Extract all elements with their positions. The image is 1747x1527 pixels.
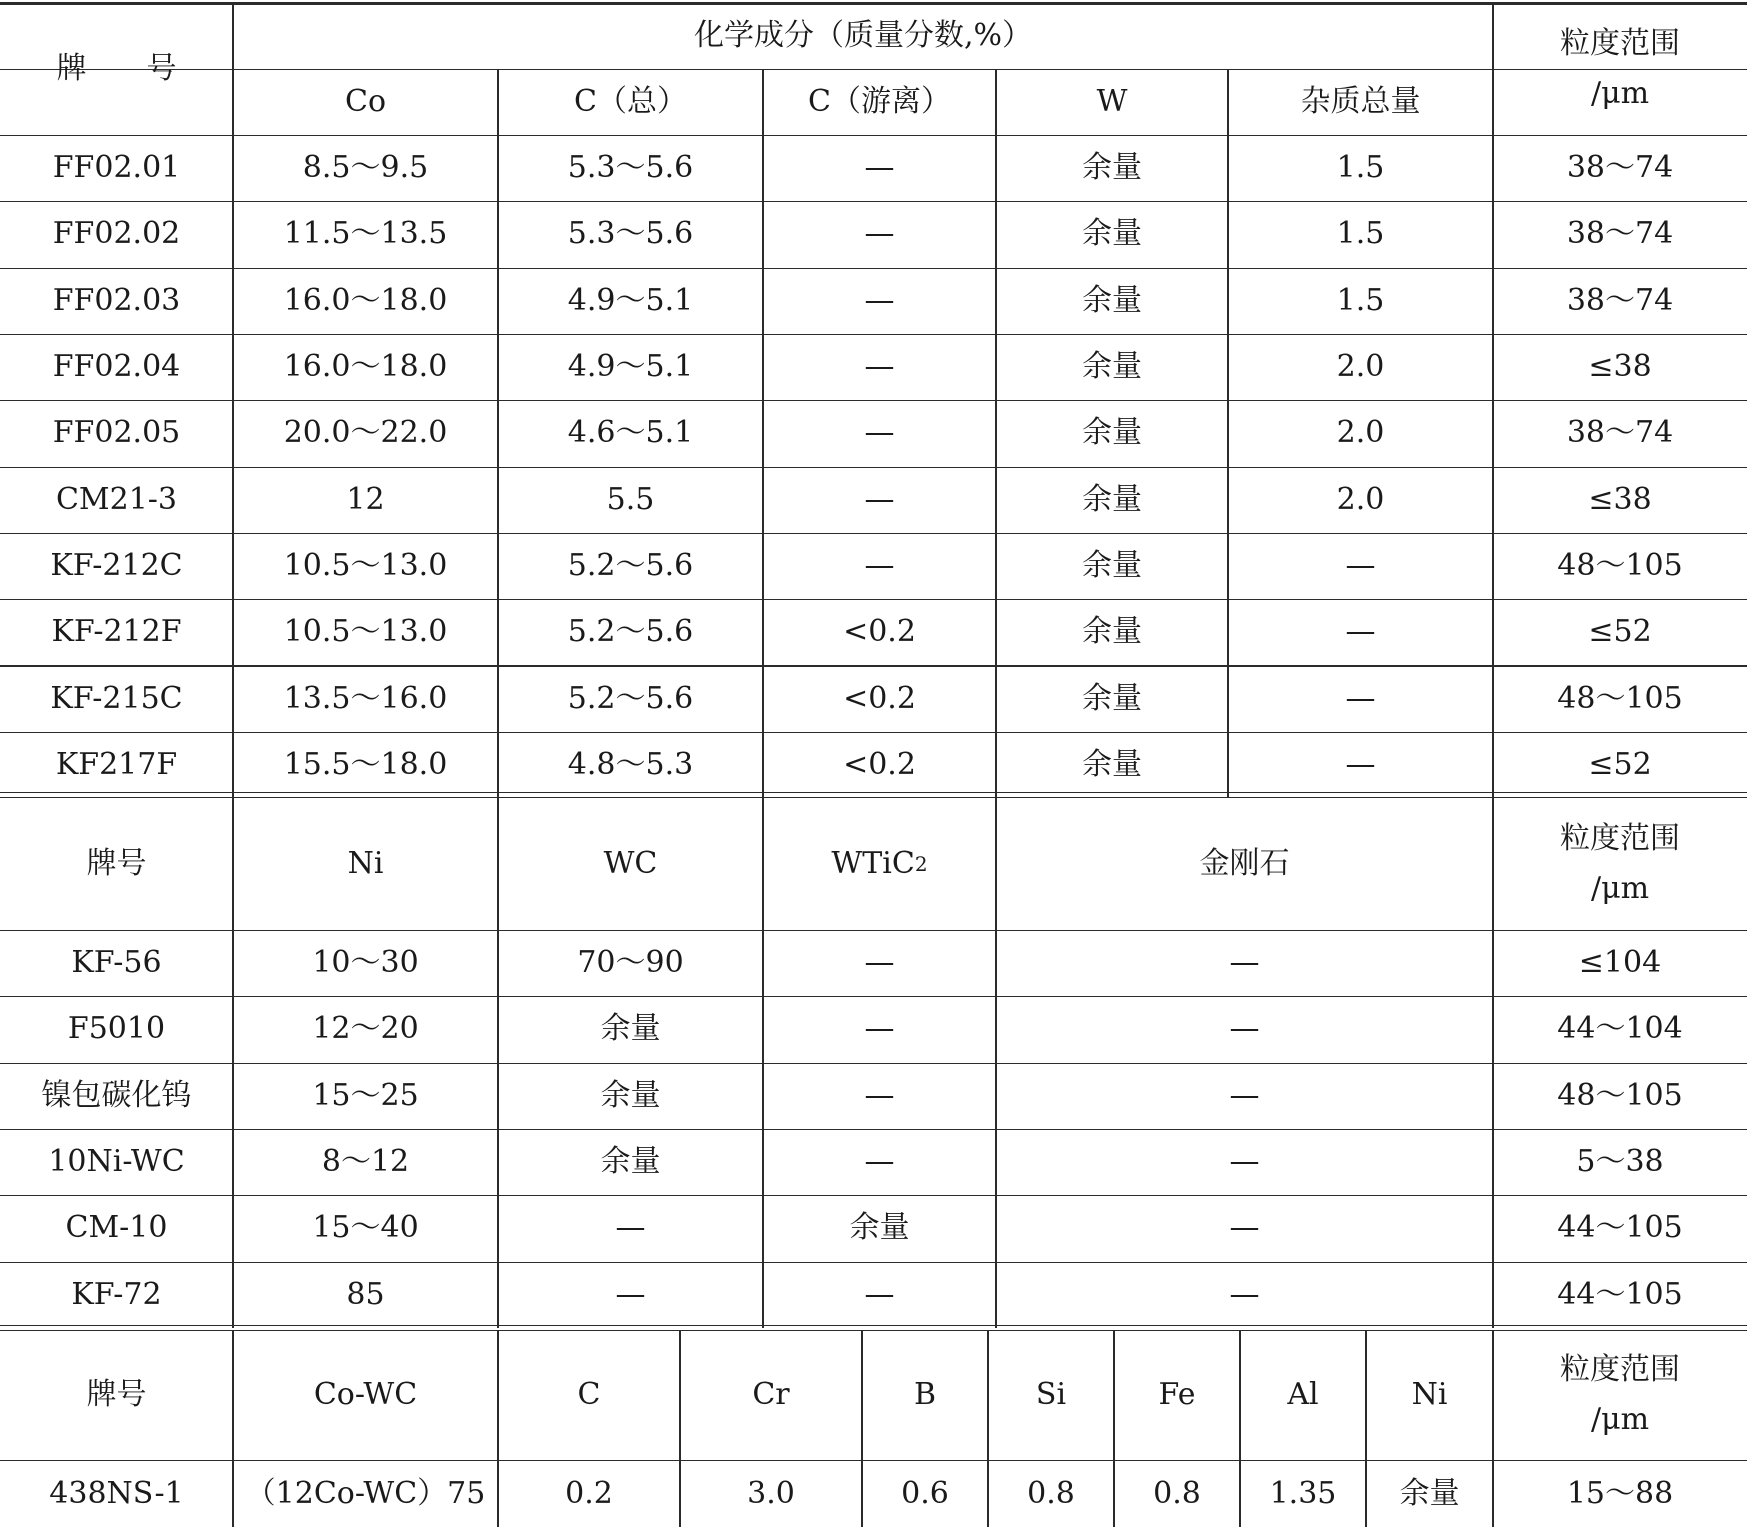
column-header: B (913, 1377, 937, 1412)
table-cell: 4.9～5.1 (567, 282, 694, 318)
table-cell: ≤52 (1588, 746, 1652, 782)
column-header: W (1096, 84, 1128, 119)
table-cell: 2.0 (1336, 415, 1385, 451)
table-cell: 15.5～18.0 (283, 746, 448, 782)
table-cell: 1.35 (1269, 1475, 1337, 1511)
table-cell: — (1229, 1077, 1260, 1113)
table-cell: 0.2 (565, 1475, 613, 1511)
table-cell: 余量 (1082, 614, 1142, 650)
table-cell: 余量 (600, 1077, 661, 1113)
table-cell: ≤104 (1578, 945, 1662, 981)
table-cell: 0.8 (1153, 1475, 1201, 1511)
table-cell: 44～104 (1557, 1011, 1683, 1047)
table-cell: 1.5 (1336, 282, 1385, 318)
table-cell: 1.5 (1336, 150, 1385, 186)
table-cell: 余量 (1082, 216, 1142, 252)
table-cell: 余量 (1082, 481, 1142, 517)
table-cell: （12Co-WC）75 (245, 1475, 486, 1511)
brand-header: 牌 号 (56, 51, 177, 86)
table-cell: 5.3～5.6 (567, 216, 694, 252)
table-cell: 16.0～18.0 (283, 349, 448, 385)
table-cell: — (1229, 1144, 1260, 1180)
row-brand: FF02.01 (52, 150, 181, 186)
table-cell: 余量 (1082, 282, 1142, 318)
table-cell: 10.5～13.0 (283, 614, 448, 650)
table-cell: — (864, 216, 895, 252)
column-header: Fe (1158, 1377, 1196, 1412)
row-brand: 438NS-1 (49, 1475, 184, 1511)
row-brand: FF02.02 (52, 216, 181, 252)
table-cell: <0.2 (843, 614, 916, 650)
column-header: C（总） (574, 84, 687, 119)
table-cell: 3.0 (747, 1475, 795, 1511)
size-range-header-line: /μm (1590, 870, 1650, 906)
table-cell: — (615, 1210, 646, 1246)
wtic2-main: WTiC (831, 845, 915, 881)
row-brand: KF-72 (71, 1276, 162, 1312)
table-cell: 余量 (1082, 349, 1142, 385)
table-cell: — (864, 481, 895, 517)
table-cell: 0.8 (1027, 1475, 1075, 1511)
column-header: WC (603, 845, 658, 881)
row-brand: 镍包碳化钨 (41, 1077, 192, 1113)
table-cell: 15～88 (1566, 1475, 1674, 1511)
column-header: Ni (1411, 1377, 1448, 1412)
table-cell: 38～74 (1566, 415, 1674, 451)
table-cell: 余量 (1082, 746, 1142, 782)
table-cell: 20.0～22.0 (283, 415, 448, 451)
table-cell: — (615, 1276, 646, 1312)
table-cell: 5～38 (1576, 1144, 1664, 1180)
row-brand: KF-212C (50, 547, 183, 583)
table-cell: 0.6 (901, 1475, 949, 1511)
table-cell: — (1345, 547, 1376, 583)
table-cell: — (864, 1144, 895, 1180)
table-cell: 44～105 (1557, 1210, 1683, 1246)
column-header: 杂质总量 (1300, 84, 1421, 119)
size-range-header (1493, 797, 1747, 930)
table-cell: — (864, 415, 895, 451)
table-cell: 8～12 (321, 1144, 410, 1180)
table-cell: 48～105 (1557, 547, 1683, 583)
column-header: C（游离） (808, 84, 951, 119)
table-cell: 2.0 (1336, 349, 1385, 385)
table-cell: — (1229, 1276, 1260, 1312)
table-cell: 10～30 (312, 945, 419, 981)
table-cell: 5.2～5.6 (567, 547, 694, 583)
size-range-header-line: /μm (1590, 1402, 1650, 1437)
table-cell: 38～74 (1566, 282, 1674, 318)
column-header: Cr (752, 1377, 790, 1412)
table-cell: — (864, 1276, 895, 1312)
table-cell: 5.2～5.6 (567, 614, 694, 650)
table-cell: 余量 (1399, 1475, 1460, 1511)
table-cell: 余量 (1082, 680, 1142, 716)
table-cell: 1.5 (1336, 216, 1385, 252)
table-cell: 余量 (849, 1210, 910, 1246)
column-header: Si (1035, 1377, 1067, 1412)
table-cell: — (864, 547, 895, 583)
diamond-header: 金刚石 (1199, 845, 1290, 881)
table-cell: 余量 (1082, 415, 1142, 451)
table-cell: 余量 (600, 1144, 661, 1180)
row-brand: FF02.03 (52, 282, 181, 318)
size-range-header-line: /μm (1590, 76, 1650, 111)
wtic2-subscript: 2 (914, 851, 928, 876)
table-cell: 48～105 (1557, 1077, 1683, 1113)
table-cell: 15～25 (312, 1077, 419, 1113)
table-cell: <0.2 (843, 746, 916, 782)
row-brand: CM21-3 (55, 481, 178, 517)
wtic2-header (763, 797, 996, 930)
column-header: Co-WC (313, 1377, 418, 1412)
table-cell: 10.5～13.0 (283, 547, 448, 583)
row-brand: F5010 (67, 1011, 166, 1047)
table-cell: — (1345, 680, 1376, 716)
table-cell: ≤52 (1588, 614, 1652, 650)
table-cell: 38～74 (1566, 216, 1674, 252)
rule-line (0, 792, 1747, 793)
size-range-header-line: 粒度范围 (1560, 820, 1680, 856)
table-cell: 5.5 (606, 481, 655, 517)
table-cell: 余量 (600, 1011, 661, 1047)
table-cell: 13.5～16.0 (283, 680, 448, 716)
table-cell: 38～74 (1566, 150, 1674, 186)
row-brand: KF-212F (51, 614, 182, 650)
size-range-header-line: 粒度范围 (1560, 26, 1680, 61)
table-cell: 44～105 (1557, 1276, 1683, 1312)
table-cell: — (1229, 1210, 1260, 1246)
row-brand: KF-215C (50, 680, 183, 716)
table-cell: — (864, 150, 895, 186)
table-cell: — (864, 945, 895, 981)
table-cell: — (864, 1011, 895, 1047)
table-cell: 余量 (1082, 150, 1142, 186)
table-cell: 85 (346, 1276, 385, 1312)
table-cell: — (1229, 1011, 1260, 1047)
size-range-header (1493, 1330, 1747, 1460)
column-header: Co (344, 84, 386, 119)
table-cell: 余量 (1082, 547, 1142, 583)
table-cell: 4.9～5.1 (567, 349, 694, 385)
table-cell: — (1345, 746, 1376, 782)
table-cell: 12 (346, 481, 385, 517)
row-brand: CM-10 (65, 1210, 168, 1246)
table-cell: — (864, 282, 895, 318)
table-cell: — (864, 349, 895, 385)
composition-header: 化学成分（质量分数,%） (693, 18, 1033, 53)
table-cell: 5.2～5.6 (567, 680, 694, 716)
table-cell: 11.5～13.5 (283, 216, 448, 252)
row-brand: FF02.05 (52, 415, 181, 451)
column-header: Ni (347, 845, 384, 881)
row-brand: 10Ni-WC (48, 1144, 185, 1180)
table-cell: 48～105 (1557, 680, 1683, 716)
table-cell: <0.2 (843, 680, 916, 716)
row-brand: KF217F (55, 746, 178, 782)
table-cell: 8.5～9.5 (302, 150, 429, 186)
row-brand: FF02.04 (52, 349, 181, 385)
table-cell: 70～90 (577, 945, 684, 981)
table-cell: 16.0～18.0 (283, 282, 448, 318)
rule-line (0, 1325, 1747, 1326)
table-cell: 12～20 (312, 1011, 419, 1047)
column-header: C (577, 1377, 601, 1412)
table-cell: 5.3～5.6 (567, 150, 694, 186)
column-header: Al (1287, 1377, 1319, 1412)
table-cell: ≤38 (1588, 349, 1652, 385)
brand-header: 牌号 (86, 1377, 147, 1412)
table-cell: ≤38 (1588, 481, 1652, 517)
table-cell: 4.6～5.1 (567, 415, 694, 451)
size-range-header (1493, 3, 1747, 135)
table-cell: — (1229, 945, 1260, 981)
size-range-header-line: 粒度范围 (1560, 1352, 1680, 1387)
table-cell: 15～40 (312, 1210, 419, 1246)
brand-header: 牌号 (86, 845, 147, 881)
table-cell: 2.0 (1336, 481, 1385, 517)
table-cell: — (864, 1077, 895, 1113)
table-cell: — (1345, 614, 1376, 650)
row-brand: KF-56 (71, 945, 162, 981)
table-cell: 4.8～5.3 (567, 746, 694, 782)
